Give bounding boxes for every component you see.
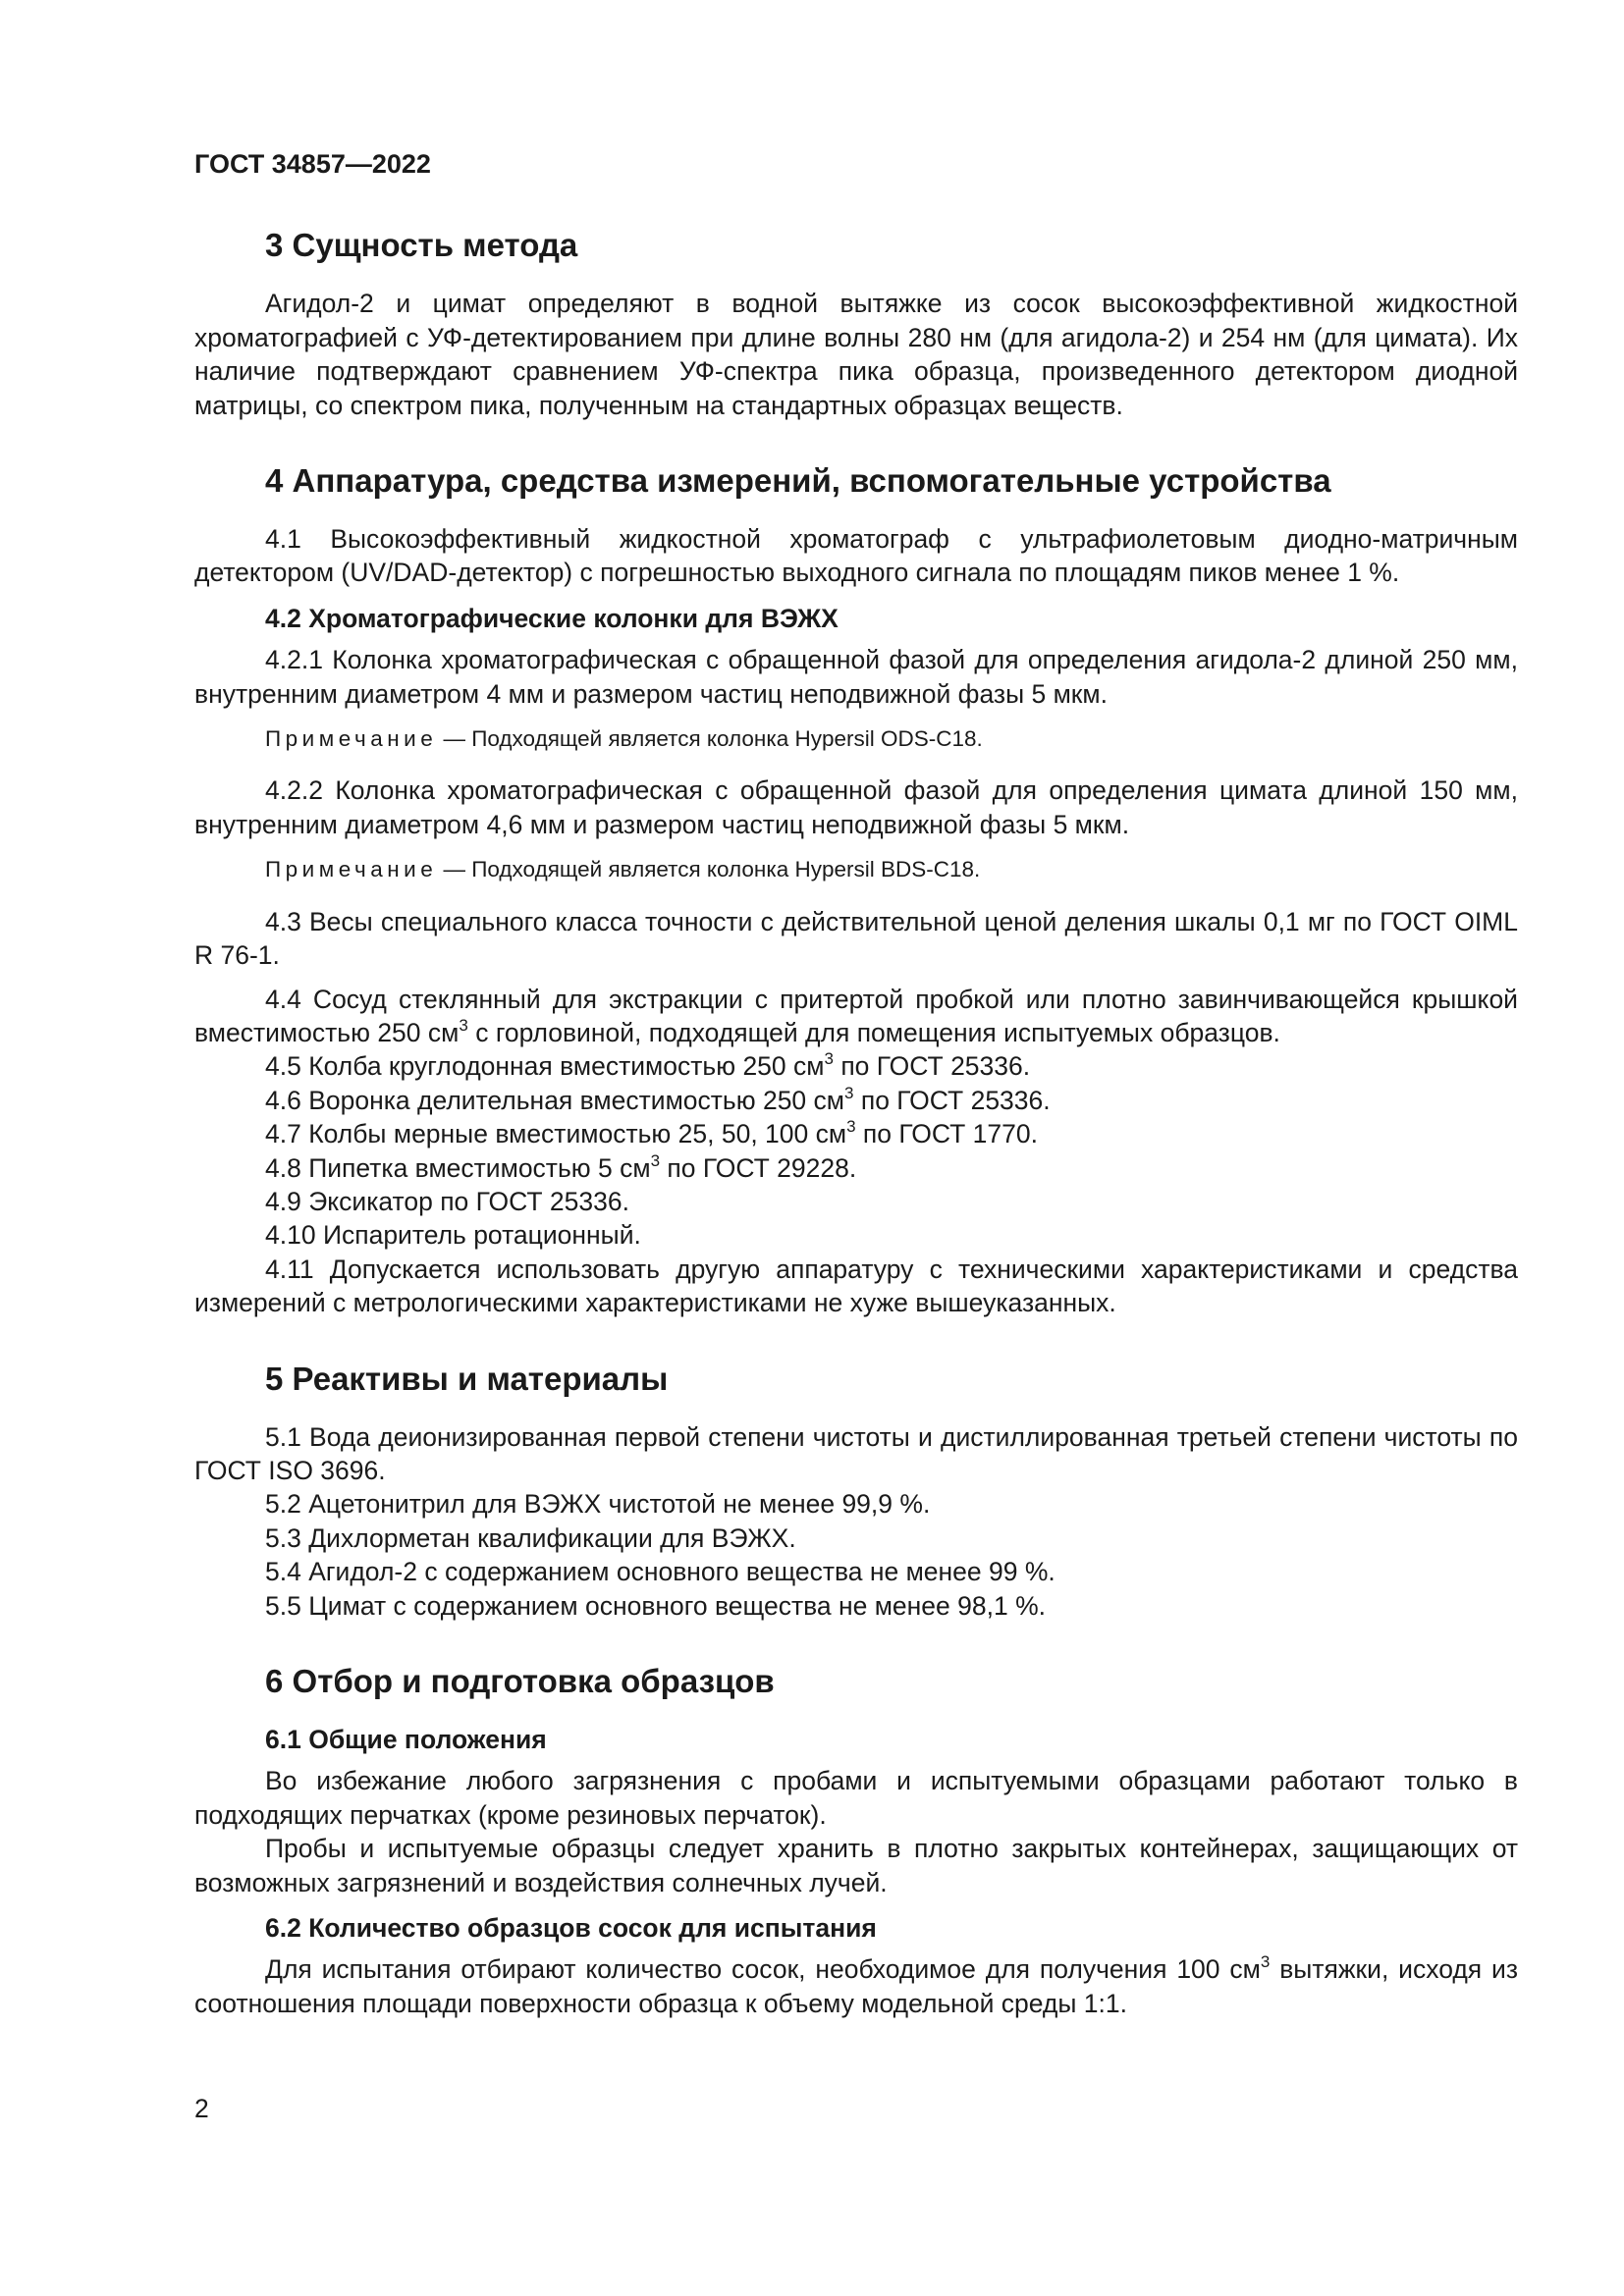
section-5 [194, 1360, 1518, 1623]
note-text: — Подходящей является колонка Hypersil BDS-C18. [437, 857, 981, 882]
subsection-title-6-2: 6.2 Количество образцов сосок для испытания [265, 1913, 877, 1944]
clause-4-8: 4.8 Пипетка вместимостью 5 $см^3$ по ГОСТ 29228. [265, 1150, 857, 1183]
document-page [194, 147, 1518, 2059]
document-id-header: ГОСТ 34857—2022 [194, 149, 431, 179]
clause-5-3: 5.3 Дихлорметан квалификации для ВЭЖХ. [265, 1522, 796, 1553]
clause-4-2-2: 4.2.2 Колонка хроматографическая с обращенной фазой для определения цимата длиной 150 мм, внутренним диаметром 4,6 мм и размером частиц неподвижной фазы 5 мкм. [194, 775, 1518, 839]
paragraph: Для испытания отбирают количество сосок, необходимое для получения 100 $см^3$ вытяжки, исходя из соотношения площади поверхности образца к объему модельной среды 1:1. [194, 1952, 1518, 2018]
page-number: 2 [194, 2094, 209, 2123]
clause-4-1: 4.1 Высокоэффективный жидкостной хроматограф с ультрафиолетовым диодно-матричным детектором (UV/DAD-детектор) с погрешностью выходного сигнала по площадям пиков менее 1 %. [194, 524, 1518, 588]
note-label: Примечание [265, 857, 438, 882]
clause-4-3: 4.3 Весы специального класса точности с действительной ценой деления шкалы 0,1 мг по ГОСТ OIML R 76-1. [194, 906, 1518, 971]
clause-5-1: 5.1 Вода деионизированная первой степени чистоты и дистиллированная третьей степени чистоты по ГОСТ ISO 3696. [194, 1421, 1518, 1485]
paragraph: Во избежание любого загрязнения с пробами и испытуемыми образцами работают только в подходящих перчатках (кроме резиновых перчаток). [194, 1766, 1518, 1830]
note-text: — Подходящей является колонка Hypersil ODS-C18. [437, 726, 983, 752]
section-title: 3 Сущность метода [265, 227, 578, 264]
clause-5-4: 5.4 Агидол-2 с содержанием основного вещества не менее 99 %. [265, 1557, 1056, 1587]
section-6 [194, 1662, 1518, 2020]
section-3 [194, 226, 1518, 422]
clause-4-2-1: 4.2.1 Колонка хроматографическая с обращенной фазой для определения агидола-2 длиной 250 мм, внутренним диаметром 4 мм и размером частиц неподвижной фазы 5 мкм. [194, 645, 1518, 709]
subsection-title-4-2: 4.2 Хроматографические колонки для ВЭЖХ [265, 603, 839, 633]
section-title: 5 Реактивы и материалы [265, 1360, 669, 1397]
section-title: 6 Отбор и подготовка образцов [265, 1663, 775, 1699]
section-4 [194, 461, 1518, 1320]
clause-4-5: 4.5 Колба круглодонная вместимостью 250 $см^3$ по ГОСТ 25336. [265, 1049, 1031, 1082]
paragraph: Агидол-2 и цимат определяют в водной вытяжке из сосок высокоэффективной жидкостной хроматографией с УФ-детектированием при длине волны 280 нм (для агидола-2) и 254 нм (для цимата). Их наличие подтверждают сравнением УФ-спектра пика образца, произведенного детектором диодной матрицы, со спектром пика, полученным на стандартных образцах веществ. [194, 289, 1518, 420]
note-label: Примечание [265, 726, 438, 752]
clause-4-7: 4.7 Колбы мерные вместимостью 25, 50, 100 $см^3$ по ГОСТ 1770. [265, 1117, 1038, 1149]
clause-5-5: 5.5 Цимат с содержанием основного вещества не менее 98,1 %. [265, 1590, 1047, 1621]
subsection-title-6-1: 6.1 Общие положения [265, 1725, 547, 1754]
clause-5-2: 5.2 Ацетонитрил для ВЭЖХ чистотой не менее 99,9 %. [265, 1489, 931, 1520]
note [265, 853, 1518, 886]
clause-4-11: 4.11 Допускается использовать другую аппаратуру с техническими характеристиками и средства измерений с метрологическими характеристиками не хуже вышеуказанных. [194, 1254, 1518, 1318]
clause-4-10: 4.10 Испаритель ротационный. [265, 1220, 641, 1251]
note [265, 722, 1518, 756]
section-title: 4 Аппаратура, средства измерений, вспомогательные устройства [265, 462, 1331, 500]
clause-4-9: 4.9 Эксикатор по ГОСТ 25336. [265, 1186, 629, 1216]
paragraph: Пробы и испытуемые образцы следует хранить в плотно закрытых контейнерах, защищающих от возможных загрязнений и воздействия солнечных лучей. [194, 1834, 1518, 1897]
clause-4-4: 4.4 Сосуд стеклянный для экстракции с притертой пробкой или плотно завинчивающейся крышкой вместимостью 250 $см^3$ с горловиной, подходящей для помещения испытуемых образцов. [194, 984, 1518, 1047]
clause-4-6: 4.6 Воронка делительная вместимостью 250 $см^3$ по ГОСТ 25336. [265, 1083, 1051, 1115]
